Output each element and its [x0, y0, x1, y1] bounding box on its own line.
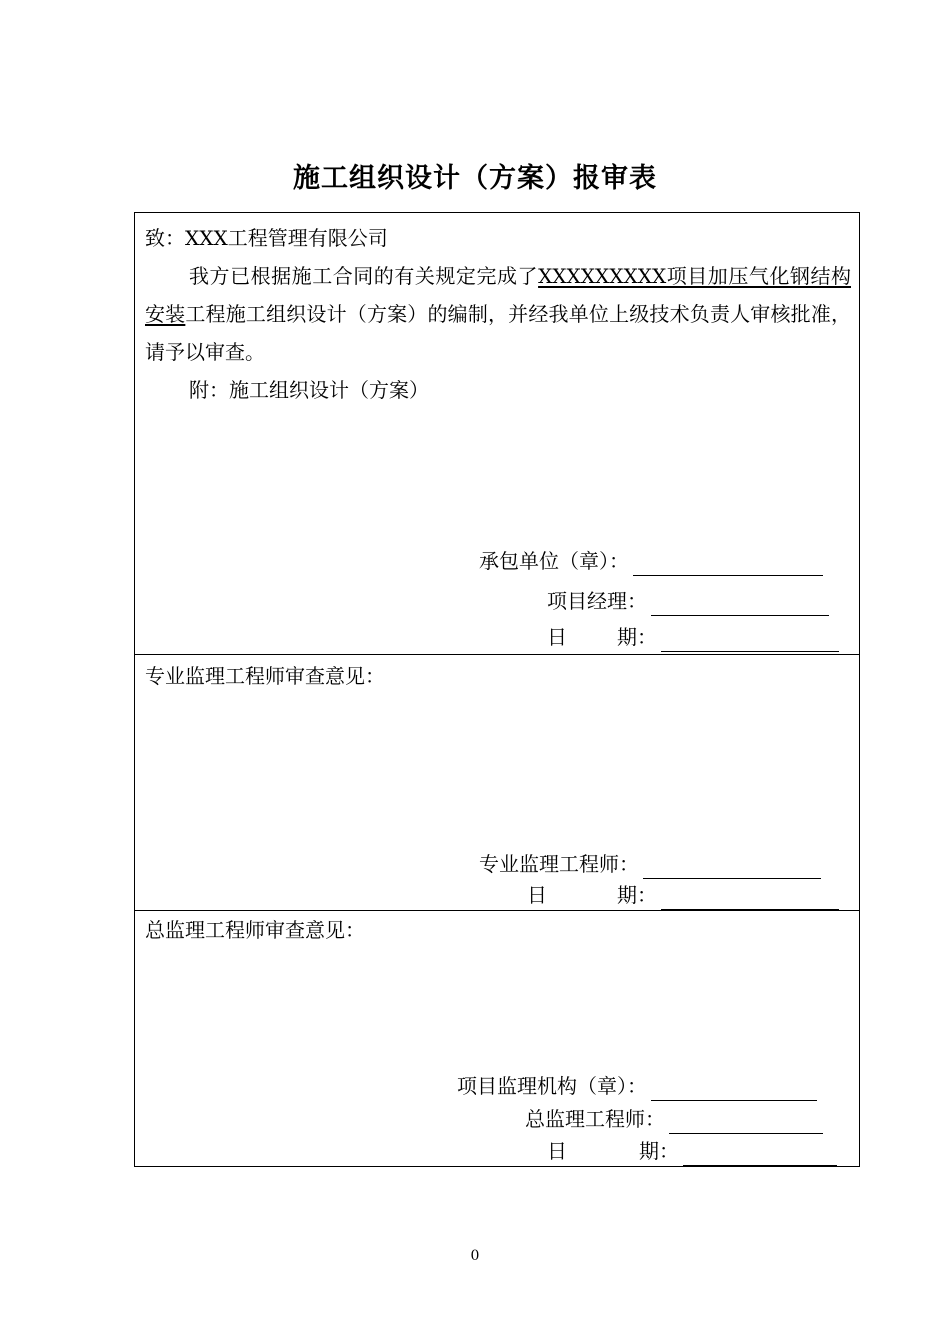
paragraph-text-2: 工程施工组织设计（方案）的编制，并经我单位上级技术负责人审核批准，请予以审查。 — [145, 302, 852, 364]
date-line-1[interactable] — [661, 631, 839, 652]
date-char-ri: 日 — [527, 883, 547, 907]
chief-signature-line[interactable] — [669, 1113, 823, 1134]
manager-signature-line[interactable] — [651, 595, 829, 616]
date-line-3[interactable] — [683, 1145, 837, 1166]
approval-form-table — [134, 212, 860, 1167]
chief-label: 总监理工程师： — [525, 1107, 665, 1131]
date-char-qi: 期： — [617, 625, 657, 649]
date-row-1 — [547, 619, 839, 655]
contractor-signature-line[interactable] — [633, 555, 823, 576]
manager-signature-row — [547, 583, 829, 619]
page-number: 0 — [470, 1248, 480, 1264]
addressee-line: 致：XXX工程管理有限公司 — [145, 226, 388, 250]
page-title: 施工组织设计（方案）报审表 — [293, 163, 657, 194]
submission-paragraph — [145, 257, 851, 371]
specialist-label: 专业监理工程师： — [479, 852, 639, 876]
date-char-ri: 日 — [547, 1139, 567, 1163]
manager-label: 项目经理： — [547, 589, 647, 613]
org-signature-row — [457, 1068, 817, 1104]
date-line-2[interactable] — [661, 889, 839, 910]
attachment-line: 附：施工组织设计（方案） — [189, 378, 429, 402]
specialist-signature-line[interactable] — [643, 858, 821, 879]
contractor-label: 承包单位（章）： — [479, 549, 629, 573]
date-char-qi: 期： — [617, 883, 657, 907]
project-name-underlined: XXXXXXXXX项目加压气化钢结构安装 — [145, 264, 851, 326]
contractor-submission-section — [135, 213, 859, 655]
date-char-qi: 期： — [639, 1139, 679, 1163]
specialist-review-heading: 专业监理工程师审查意见： — [145, 664, 385, 688]
chief-review-section — [135, 911, 859, 1166]
date-char-ri: 日 — [547, 625, 567, 649]
paragraph-text-1: 我方已根据施工合同的有关规定完成了 — [189, 264, 539, 288]
date-row-3 — [547, 1133, 837, 1169]
chief-review-heading: 总监理工程师审查意见： — [145, 918, 365, 942]
specialist-review-section — [135, 655, 859, 911]
chief-signature-row — [525, 1101, 823, 1137]
org-signature-line[interactable] — [651, 1080, 817, 1101]
date-label-3 — [547, 1133, 679, 1169]
org-label: 项目监理机构（章）： — [457, 1074, 647, 1098]
date-label-2 — [527, 877, 657, 913]
contractor-signature-row — [479, 543, 823, 579]
date-label-1 — [547, 619, 657, 655]
date-row-2 — [527, 877, 839, 913]
